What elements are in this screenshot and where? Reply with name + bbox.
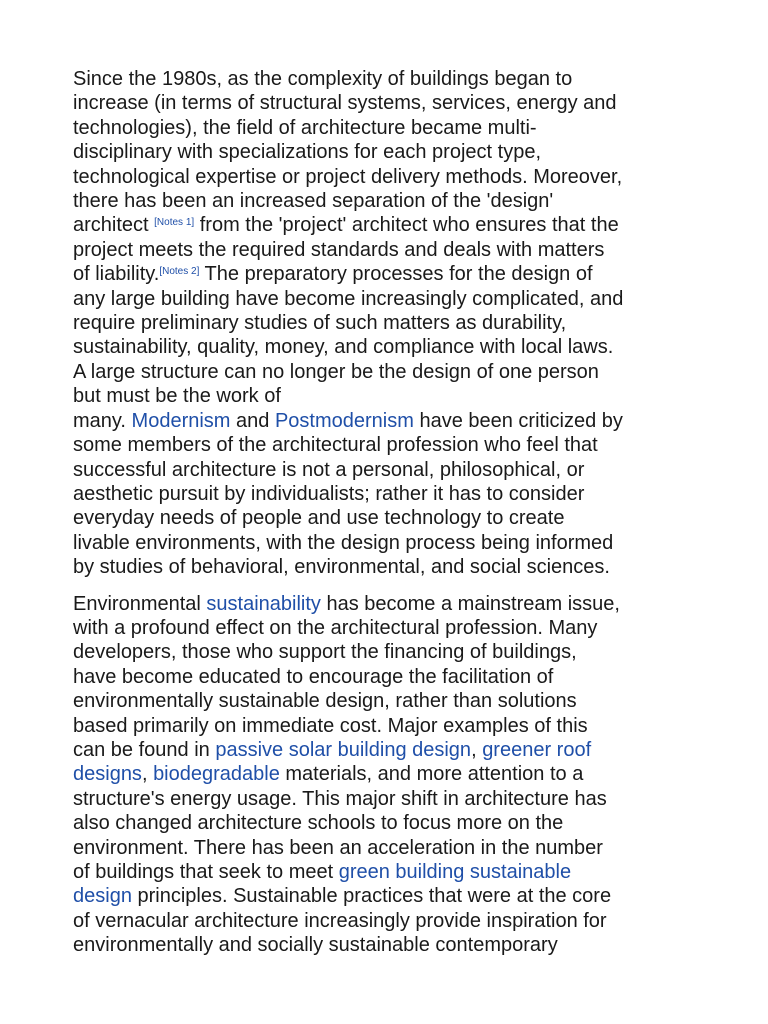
footnote-link-notes-2[interactable]: [Notes 2]: [159, 266, 200, 278]
text-line: [73, 409, 713, 433]
text-line: based primarily on immediate cost. Major examples of this: [73, 714, 588, 737]
text-line: everyday needs of people and use technology to create: [73, 507, 565, 530]
footnote-link-notes-1[interactable]: [Notes 1]: [154, 217, 195, 229]
text-line: also changed architecture schools to focus more on the: [73, 812, 564, 835]
text-segment: ,: [471, 738, 483, 761]
link-biodegradable[interactable]: biodegradable: [153, 763, 280, 786]
text-line: have become educated to encourage the facilitation of: [73, 665, 554, 688]
text-line: [73, 738, 713, 762]
text-line: aesthetic pursuit by individualists; rather it has to consider: [73, 482, 585, 505]
link-passive-solar-building-design[interactable]: passive solar building design: [215, 738, 472, 761]
text-line: environmentally and socially sustainable contemporary: [73, 934, 558, 957]
text-line: livable environments, with the design process being informed: [73, 531, 614, 554]
text-line: environment. There has been an acceleration in the number: [73, 836, 603, 859]
text-line: A large structure can no longer be the design of one person: [73, 360, 599, 383]
link-postmodernism[interactable]: Postmodernism: [274, 409, 414, 432]
link-green-building-sustainable-design[interactable]: design: [73, 885, 132, 908]
text-line: with a profound effect on the architectural profession. Many: [73, 616, 598, 639]
text-segment: principles. Sustainable practices that were at the core: [131, 885, 612, 908]
text-line: [73, 592, 713, 616]
text-line: technologies), the field of architecture became multi-: [73, 116, 537, 139]
text-segment: can be found in: [73, 738, 216, 761]
text-line: but must be the work of: [73, 385, 281, 408]
link-greener-roof-designs[interactable]: greener roof: [482, 738, 592, 761]
text-line: [73, 762, 713, 786]
text-line: increase (in terms of structural systems, services, energy and: [73, 92, 617, 115]
text-line: successful architecture is not a personal, philosophical, or: [73, 458, 585, 481]
text-line: of vernacular architecture increasingly provide inspiration for: [73, 909, 607, 932]
text-line: structure's energy usage. This major shift in architecture has: [73, 787, 607, 810]
link-greener-roof-designs[interactable]: designs: [73, 763, 142, 786]
text-segment: have been criticized by: [413, 409, 623, 432]
text-segment: architect: [73, 214, 155, 237]
text-line: environmentally sustainable design, rather than solutions: [73, 690, 577, 713]
text-segment: has become a mainstream issue,: [320, 592, 620, 615]
text-segment: ,: [141, 763, 154, 786]
text-segment: Environmental: [73, 592, 207, 615]
text-line: disciplinary with specializations for each project type,: [73, 141, 541, 164]
text-segment: of liability.: [73, 263, 160, 286]
text-line: [73, 213, 713, 237]
link-modernism[interactable]: Modernism: [131, 409, 231, 432]
text-segment: many.: [73, 409, 132, 432]
text-line: there has been an increased separation of the 'design': [73, 190, 554, 213]
text-segment: from the 'project' architect who ensures that the: [194, 214, 619, 237]
text-line: [73, 860, 713, 884]
text-line: sustainability, quality, money, and compliance with local laws.: [73, 336, 614, 359]
text-line: [73, 262, 713, 286]
text-line: Since the 1980s, as the complexity of buildings began to: [73, 68, 573, 90]
text-line: technological expertise or project delivery methods. Moreover,: [73, 165, 623, 188]
text-line: [73, 884, 713, 908]
paragraph-1: [73, 67, 713, 580]
text-line: project meets the required standards and deals with matters: [73, 238, 605, 261]
text-line: any large building have become increasingly complicated, and: [73, 287, 624, 310]
paragraph-2: [73, 592, 713, 958]
text-line: some members of the architectural profession who feel that: [73, 434, 598, 457]
document-page: [73, 67, 713, 958]
text-segment: The preparatory processes for the design of: [199, 263, 593, 286]
text-segment: materials, and more attention to a: [279, 763, 584, 786]
text-line: by studies of behavioral, environmental, and social sciences.: [73, 556, 610, 579]
text-segment: of buildings that seek to meet: [73, 861, 339, 883]
link-green-building-sustainable-design[interactable]: green building sustainable: [338, 861, 572, 883]
text-segment: and: [230, 409, 275, 432]
text-line: developers, those who support the financing of buildings,: [73, 641, 577, 664]
text-line: require preliminary studies of such matters as durability,: [73, 312, 567, 335]
link-sustainability[interactable]: sustainability: [206, 592, 321, 615]
paragraph-spacer: [73, 580, 713, 592]
